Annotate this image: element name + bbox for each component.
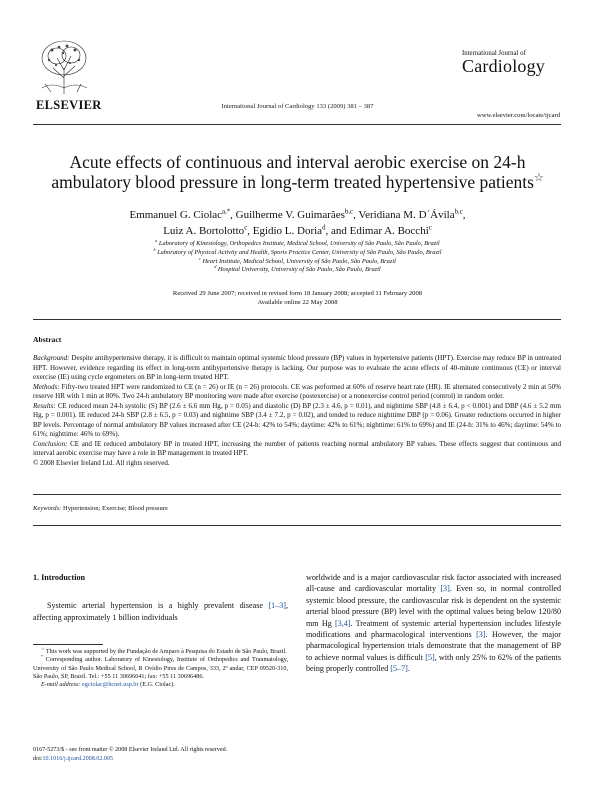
abstract-methods-text: Fifty-two treated HPT were randomized to CE (n = 26) or IE (n = 26) protocols. CE was performed at 60% of reserve heart rate (HR). IE alternated consecutively 2 min at 50% reserve HR with 1 min at 80%. Two 24-h ambulatory BP monitoring were made after exercise (postexercise) or a nonexercise control period (control) in random order. [33,382,562,400]
online-date: Available online 22 May 2008 [257,299,338,306]
citation-link[interactable]: [5] [425,652,435,662]
author: Luiz A. Bortolotto [163,225,245,237]
author-affiliation-mark: a,* [222,208,231,216]
elsevier-tree-logo [37,38,92,96]
footnote-corresponding-text: Corresponding author. Laboratory of Kinesiology, Institute of Orthopedics and Traumatology, University of São Paulo Medical School, R Ovídio Pires de Campos, 333, 2º andar, CEP 09520-310, São Paulo, SP, Brazil. Tel.: +55 11 30696041; fax: +55 11 30696486. [33,656,288,680]
abstract-background-label: Background: [33,354,70,362]
author: Guilherme V. Guimarães [235,209,345,221]
journal-logo-line1: International Journal of [462,50,526,57]
abstract-top-rule [33,319,561,320]
article-dates [40,289,555,307]
abstract-results-text: CE reduced mean 24-h systolic (S) BP (2.6 ± 6.6 mm Hg, p = 0.05) and diastolic (D) BP (2.3 ± 4.6, p = 0.01), and nighttime SBP (4.8 ± 6.4, p < 0.001) and DBP (4.6 ± 5.2 mm Hg, p = 0.001). IE reduced 24-h SBP (2.8 ± 6.5, p = 0.03) and nighttime SBP (3.4 ± 7.2, p = 0.02), and tended to reduce nighttime DBP (p = 0.06). Greater reductions occurred in higher BP levels. Percentage of normal ambulatory BP values increased after CE (24-h: 42% to 54%; daytime: 42% to 61%; nighttime: 61% to 69%) and IE (24-h: 31% to 46%; daytime: 54% to 61%; nighttime: 46% to 69%). [33,401,561,438]
email-suffix: (E.G. Ciolac). [138,681,175,689]
journal-url[interactable]: www.elsevier.com/locate/ijcard [476,112,560,119]
journal-logo [462,50,562,75]
received-dates: Received 29 June 2007; received in revised form 18 January 2008; accepted 11 February 2008 [172,290,423,297]
footnote-corresponding [33,656,288,681]
keywords [33,505,168,512]
front-matter-info [33,746,227,764]
affiliation-text: Laboratory of Physical Activity and Health, Sports Practice Center, University of São Paulo, São Paulo, Brazil [157,248,442,256]
footnote-funding-text: This work was supported by the Fundação de Amparo à Pesquisa do Estado de São Paulo, Brazil. [45,648,287,655]
keywords-text: Hypertension; Exercise; Blood pressure [62,505,168,512]
publisher-name: ELSEVIER [36,98,102,112]
author-affiliation-mark: d [322,224,326,232]
affiliation-mark: a [155,237,158,243]
article-title [40,152,555,192]
affiliation-mark: c [199,255,201,261]
citation-link[interactable]: [3] [440,584,450,594]
keywords-label: Keywords: [33,505,62,512]
intro-text: , affecting approximately 1 billion individuals [33,601,288,622]
abstract-results-label: Results: [33,401,56,410]
abstract-methods [33,383,561,402]
affiliations [40,237,555,275]
affiliation-mark: b [153,246,156,252]
author-affiliation-mark: b,c [454,208,463,216]
intro-text: . [407,664,410,674]
journal-logo-line2: Cardiology [462,56,545,76]
footnote-email [33,681,288,689]
affiliation-line [40,237,555,249]
abstract-bottom-rule [33,494,561,495]
author: Egidio L. Doria [252,225,323,237]
citation-link[interactable]: [1–3] [268,601,286,611]
author-list [40,207,555,239]
author: Veridiana M. D´Ávila [358,209,455,221]
intro-paragraph-right [306,572,561,675]
abstract-conclusion-label: Conclusion: [33,439,68,448]
title-text: Acute effects of continuous and interval aerobic exercise on 24-h ambulatory blood pressure in long-term treated hypertensive patients [51,152,534,192]
intro-text: . However, the major pharmacological hypertension trials demonstrate that the management of BP to achieve normal values is difficult [306,630,561,662]
author-separator: , [230,209,236,221]
author-affiliation-mark: c [428,224,432,232]
citation-link[interactable]: [3] [476,630,486,640]
citation-link[interactable]: [5–7] [390,664,408,674]
keywords-rule [33,525,561,526]
author-affiliation-mark: b,c [344,208,354,216]
abstract-background [33,354,561,383]
abstract-conclusion [33,440,561,459]
issn-line: 0167-5273/$ - see front matter © 2008 Elsevier Ireland Ltd. All rights reserved. [33,747,228,753]
intro-text: . Treatment of systemic arterial hypertension includes lifestyle modifications and pharmacological interventions [306,618,561,640]
abstract-results [33,402,561,440]
citation-link[interactable]: [3,4] [335,618,351,628]
doi-link[interactable]: 10.1016/j.ijcard.2008.02.005 [42,756,114,762]
abstract-methods-label: Methods: [33,382,60,391]
header-rule [33,124,561,125]
author-separator: , [462,209,466,221]
section-heading-introduction: 1. Introduction [33,573,86,582]
right-column [306,572,561,675]
doi-label: doi: [33,756,43,762]
abstract-background-text: Despite antihypertensive therapy, it is difficult to maintain optimal systemic blood pressure (BP) values in hypertensive patients (HPT). Exercise may reduce BP in untreated HPT. However, evidence regarding its effect in long-term antihypertensive therapy is lacking. Our purpose was to evaluate the acute effects of 40-minute continuous (CE) or interval exercise (IE) using cycle ergometers on BP in long-term treated HPT. [33,354,561,381]
author-separator: , [353,209,359,221]
abstract-body [33,354,561,468]
affiliation-text: Laboratory of Kinesiology, Orthopedics Institute, Medical School, University of São Paulo, São Paulo, Brazil [158,240,440,247]
journal-citation: International Journal of Cardiology 133 (2009) 381 – 387 [221,103,374,110]
intro-text: worldwide and is a major cardiovascular risk factor associated with increased all-cause and cardiovascular mortality [306,573,561,594]
author: Edimar A. Bocchi [349,225,429,237]
author-affiliation-mark: c [244,224,248,232]
footnote-rule [33,644,103,645]
affiliation-text: Heart Institute, Medical School, University of São Paulo, São Paulo, Brazil [202,257,396,265]
abstract-copyright: © 2008 Elsevier Ireland Ltd. All rights reserved. [33,458,170,467]
author-separator: , and [325,225,350,237]
email-label: E-mail address: [41,681,81,689]
intro-paragraph-left [33,600,288,623]
doi-line [33,755,227,764]
intro-text: Systemic arterial hypertension is a highly prevalent disease [47,601,269,611]
affiliation-text: Hospital University, University of São Paulo, São Paulo, Brazil [217,266,381,274]
left-column [33,572,288,623]
abstract-heading: Abstract [33,335,62,344]
affiliation-line [40,266,555,275]
intro-text: . Even so, in normal controlled systemic blood pressure, the cardiovascular risk is dependent on the systemic arterial blood pressure (BP) level with the optimal values being below 120/80 mm Hg [306,584,561,628]
author-separator: , [247,225,253,237]
author: Emmanuel G. Ciolac [129,209,223,221]
intro-text: , with only 25% to 62% of the patients being properly controlled [306,652,562,674]
title-footnote-mark[interactable]: ☆ [533,172,544,185]
footnotes [33,648,288,689]
footnote-star-mark: ☆ [41,646,45,651]
email-link[interactable]: egciolac@hcnet.usp.br [82,681,139,689]
footnote-asterisk-mark: * [41,655,43,660]
affiliation-mark: d [214,264,217,270]
abstract-conclusion-text: CE and IE reduced ambulatory BP in treated HPT, increasing the number of patients reaching normal ambulatory BP values. These effects suggest that continuous and interval aerobic exercise may have a role in BP management in treated HPT. [33,439,561,457]
